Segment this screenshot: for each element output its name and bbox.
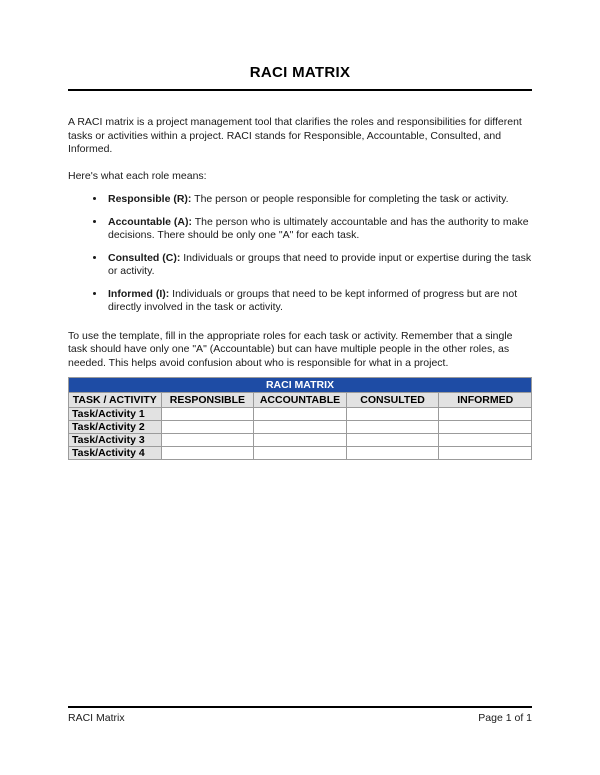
raci-cell [346, 447, 439, 460]
col-header-responsible: RESPONSIBLE [161, 393, 254, 408]
col-header-consulted: CONSULTED [346, 393, 439, 408]
row-label: Task/Activity 2 [69, 421, 162, 434]
table-row [69, 421, 532, 434]
raci-cell [439, 408, 532, 421]
table-row [69, 434, 532, 447]
raci-cell [346, 434, 439, 447]
col-header-accountable: ACCOUNTABLE [254, 393, 347, 408]
intro-paragraph: A RACI matrix is a project management tool that clarifies the roles and responsibilities for different tasks or activities within a project. RACI stands for Responsible, Accountable, Consulted, and Informed. [68, 116, 522, 155]
role-desc: The person who is ultimately accountable and has the authority to make decisions. There should be only one "A" for each task. [108, 215, 529, 241]
document-page [68, 0, 532, 460]
role-item-responsible [106, 193, 532, 207]
role-item-consulted [106, 252, 532, 279]
raci-cell [161, 408, 254, 421]
table-row [69, 447, 532, 460]
role-item-accountable [106, 216, 532, 243]
col-header-informed: INFORMED [439, 393, 532, 408]
role-term: Consulted (C): [108, 251, 181, 264]
footer-page-number: Page 1 of 1 [478, 712, 532, 724]
row-label: Task/Activity 3 [69, 434, 162, 447]
role-term: Informed (I): [108, 287, 170, 300]
role-term: Responsible (R): [108, 193, 192, 205]
raci-cell [161, 421, 254, 434]
role-definitions-list [68, 193, 532, 315]
roles-lead-in: Here's what each role means: [68, 169, 207, 182]
role-item-informed [106, 288, 532, 315]
title-rule [68, 89, 532, 91]
row-label: Task/Activity 1 [69, 408, 162, 421]
raci-cell [346, 408, 439, 421]
raci-cell [161, 447, 254, 460]
row-label: Task/Activity 4 [69, 447, 162, 460]
raci-matrix-table [68, 377, 532, 460]
col-header-task-activity: TASK / ACTIVITY [69, 393, 162, 408]
footer-document-name: RACI Matrix [68, 712, 125, 724]
raci-cell [254, 434, 347, 447]
raci-cell [254, 408, 347, 421]
raci-cell [346, 421, 439, 434]
table-title: RACI MATRIX [69, 378, 532, 393]
role-term: Accountable (A): [108, 215, 192, 228]
role-desc: Individuals or groups that need to be kept informed of progress but are not directly involved in the task or activity. [108, 287, 518, 313]
role-desc: The person or people responsible for completing the task or activity. [194, 193, 509, 205]
role-desc: Individuals or groups that need to provide input or expertise during the task or activity. [108, 251, 532, 277]
raci-cell [254, 421, 347, 434]
page-title: RACI MATRIX [249, 64, 351, 81]
page-footer [68, 706, 532, 724]
usage-paragraph: To use the template, fill in the appropriate roles for each task or activity. Remember that a single task should have only one "A" (Accountable) but can have multiple people in the other roles, as needed. This helps avoid confusion about who is responsible for what in a project. [68, 329, 513, 369]
raci-cell [254, 447, 347, 460]
raci-cell [439, 447, 532, 460]
raci-cell [439, 434, 532, 447]
raci-cell [161, 434, 254, 447]
table-row [69, 408, 532, 421]
raci-cell [439, 421, 532, 434]
table-title-row [69, 378, 532, 393]
table-header-row [69, 393, 532, 408]
